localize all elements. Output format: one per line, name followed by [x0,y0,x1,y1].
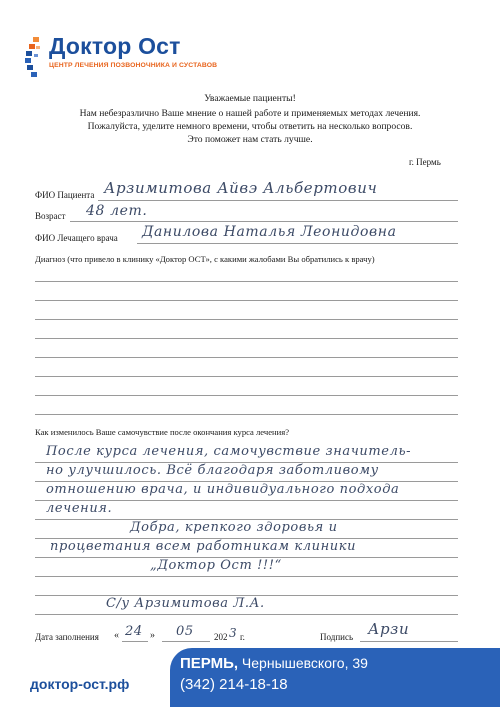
signature-rule [360,641,458,642]
patient-rule [98,200,458,201]
greeting: Уважаемые пациенты! [204,93,296,104]
signature-value: Арзи [368,620,410,638]
feedback-handwriting: лечения. [46,501,113,516]
feedback-handwriting: После курса лечения, самочувствие значитель- [46,444,412,459]
footer-website: доктор-ост.рф [30,676,130,692]
feedback-handwriting: Добра, крепкого здоровья и [130,520,338,535]
feedback-rule [35,614,458,615]
date-year-prefix: 202 [214,632,228,642]
diagnosis-rule [35,319,458,320]
date-label: Дата заполнения [35,632,99,642]
patient-label: ФИО Пациента [35,190,95,200]
doctor-value: Данилова Наталья Леонидовна [142,224,397,240]
diagnosis-rule [35,414,458,415]
footer-address [180,655,368,672]
date-day-rule [122,641,148,642]
feedback-rule [35,576,458,577]
diagnosis-rule [35,395,458,396]
date-open-quote: « [114,630,119,641]
diagnosis-rule [35,338,458,339]
age-rule [70,221,458,222]
feedback-label: Как изменилось Ваше самочувствие после окончания курса лечения? [35,427,290,437]
feedback-handwriting: С/у Арзимитова Л.А. [106,596,265,611]
feedback-handwriting: но улучшилось. Всё благодаря заботливому [46,463,379,478]
diagnosis-rule [35,357,458,358]
feedback-handwriting: „Доктор Ост !!!“ [150,558,282,573]
date-close-quote: » [150,630,155,641]
signature-label: Подпись [320,632,354,642]
diagnosis-label: Диагноз (что привело в клинику «Доктор ОСТ», с какими жалобами Вы обратились к врачу) [35,254,375,264]
footer-phone: (342) 214-18-18 [180,676,288,693]
date-month: 05 [176,624,194,639]
date-year-digit: 3 [229,626,238,640]
intro-line: Пожалуйста, уделите немного времени, чтобы ответить на несколько вопросов. [87,121,413,132]
patient-value: Арзимитова Айвэ Альбертович [104,179,378,197]
age-label: Возраст [35,211,66,221]
date-month-rule [162,641,210,642]
date-day: 24 [125,624,143,639]
feedback-handwriting: процветания всем работникам клиники [50,539,357,554]
city: г. Пермь [409,157,441,167]
brand-tagline: ЦЕНТР ЛЕЧЕНИЯ ПОЗВОНОЧНИКА И СУСТАВОВ [49,62,218,69]
age-value: 48 лет. [86,203,148,219]
diagnosis-rule [35,281,458,282]
date-year-suffix: г. [240,632,245,642]
diagnosis-rule [35,300,458,301]
doctor-label: ФИО Лечащего врача [35,233,118,243]
footer-street: Чернышевского, 39 [238,655,368,671]
intro-line: Нам небезразлично Ваше мнение о нашей работе и применяемых методах лечения. [79,108,421,119]
feedback-handwriting: отношению врача, и индивидуального подхода [46,482,400,497]
spine-logo-icon [24,36,46,80]
intro-line: Это поможет нам стать лучше. [187,134,313,145]
diagnosis-rule [35,376,458,377]
brand-name: Доктор Ост [49,33,181,59]
footer-city: ПЕРМЬ, [180,655,239,672]
doctor-rule [137,243,458,244]
